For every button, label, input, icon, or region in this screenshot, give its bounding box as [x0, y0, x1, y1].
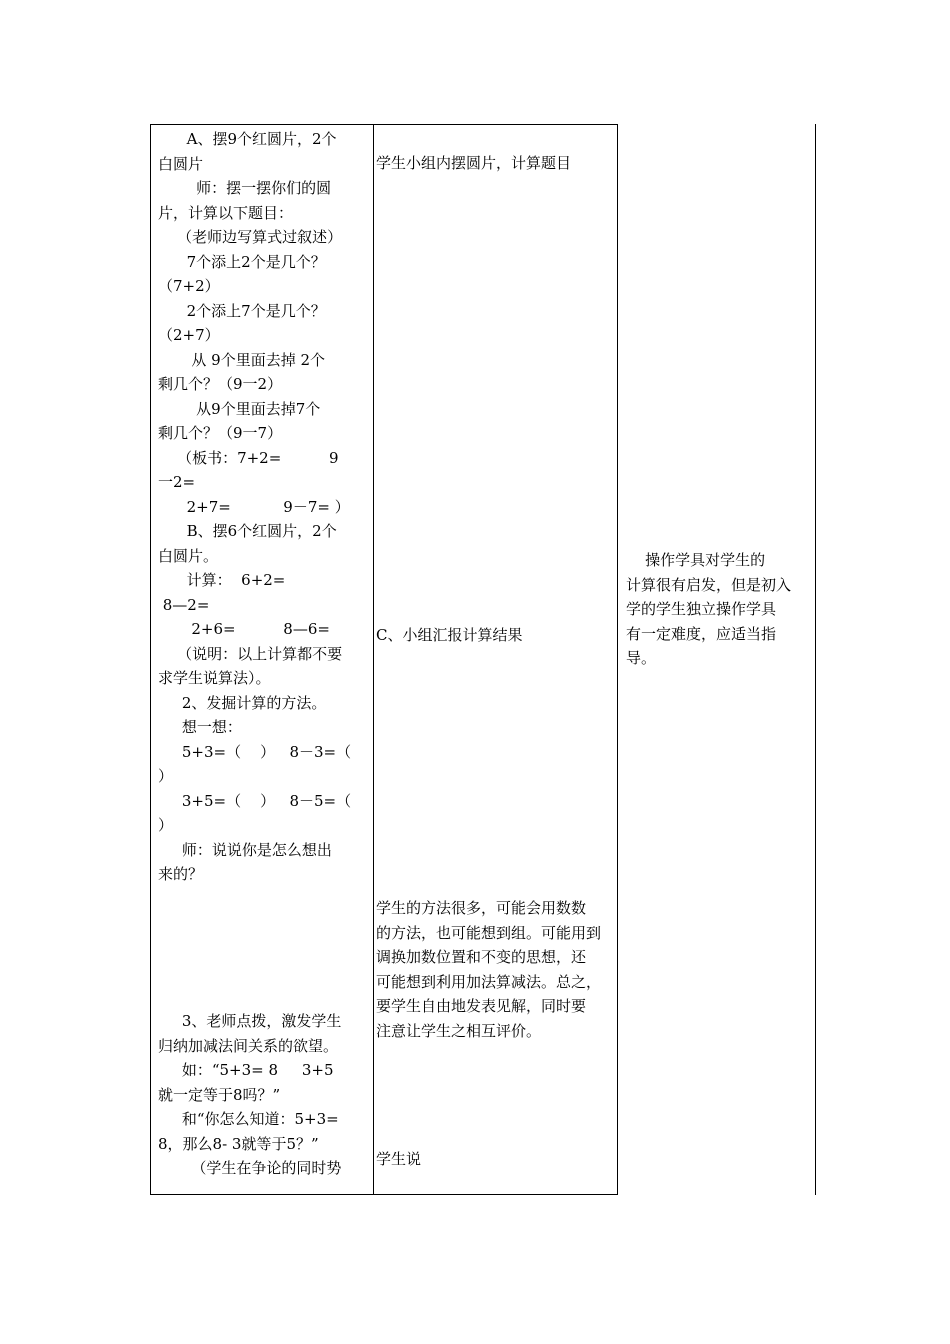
- teacher-activity-column: [158, 127, 370, 1181]
- text-line: [158, 936, 370, 961]
- text-line: 计算很有启发，但是初入: [626, 575, 792, 594]
- text-line: 7个添上2个是几个？: [158, 252, 326, 271]
- text-line: 如：“5+3= 8 3+5: [158, 1061, 334, 1079]
- text-line: 注意让学生之相互评价。: [376, 1021, 542, 1040]
- text-line: 师：说说你是怎么想出: [158, 840, 332, 859]
- text-line: 2个添上7个是几个？: [158, 301, 326, 320]
- column-divider: [373, 124, 374, 1195]
- student-activity-block-3: [376, 896, 616, 1043]
- right-border: [815, 124, 816, 1195]
- text-line: 白圆片: [158, 154, 204, 173]
- text-line: 白圆片。: [158, 546, 219, 565]
- text-line: 从9个里面去掉7个: [158, 399, 321, 418]
- text-line: （老师边写算式过叙述）: [158, 228, 343, 246]
- text-line: 计算： 6+2=: [158, 571, 286, 589]
- student-activity-block-4: [376, 1147, 616, 1172]
- text-line: 操作学具对学生的: [626, 551, 766, 569]
- text-line: （学生在争论的同时势: [158, 1159, 342, 1177]
- text-line: 3+5=（ ） 8－5=（: [158, 791, 352, 810]
- text-line: [158, 887, 370, 912]
- text-line: 一2=: [158, 473, 196, 491]
- text-line: 就一定等于8吗？”: [158, 1085, 281, 1104]
- text-line: 5+3=（ ） 8－3=（: [158, 742, 352, 761]
- text-line: 2、发掘计算的方法。: [158, 693, 327, 712]
- text-line: 的方法，也可能想到组。可能用到: [376, 923, 602, 942]
- text-line: C、小组汇报计算结果: [376, 626, 523, 644]
- text-line: 学生的方法很多，可能会用数数: [376, 899, 587, 917]
- text-line: （2+7）: [158, 326, 220, 344]
- text-line: ）: [158, 816, 174, 834]
- text-line: 来的？: [158, 865, 204, 883]
- text-line: 可能想到利用加法算减法。总之，: [376, 972, 602, 991]
- text-line: ）: [158, 767, 174, 785]
- text-line: 2+7= 9－7= ）: [158, 497, 350, 516]
- text-line: 学生说: [376, 1150, 422, 1168]
- text-line: （板书：7+2= 9: [158, 448, 339, 467]
- text-line: 求学生说算法）。: [158, 669, 271, 687]
- text-line: 剩几个？（9一2）: [158, 375, 283, 393]
- student-activity-block-1: [376, 151, 616, 176]
- text-line: 8，那么8- 3就等于5？”: [158, 1134, 319, 1153]
- design-notes-column: [626, 548, 812, 671]
- text-line: 2+6= 8—6=: [158, 620, 330, 638]
- text-line: [158, 985, 370, 1010]
- text-line: 学的学生独立操作学具: [626, 600, 777, 618]
- text-line: 8—2=: [158, 595, 210, 614]
- text-line: A、摆9个红圆片，2个: [158, 130, 337, 148]
- text-line: 想一想：: [158, 718, 242, 736]
- text-line: （说明：以上计算都不要: [158, 644, 343, 663]
- text-line: 要学生自由地发表见解，同时要: [376, 997, 587, 1015]
- text-line: 归纳加减法间关系的欲望。: [158, 1036, 339, 1055]
- text-line: 导。: [626, 649, 657, 667]
- text-line: 调换加数位置和不变的思想，还: [376, 948, 587, 966]
- text-line: 片，计算以下题目：: [158, 203, 294, 222]
- text-line: 剩几个？（9一7）: [158, 424, 283, 442]
- text-line: [158, 911, 370, 936]
- text-line: 学生小组内摆圆片，计算题目: [376, 154, 572, 172]
- text-line: 师：摆一摆你们的圆: [158, 179, 332, 197]
- text-line: 和“你怎么知道：5+3=: [158, 1110, 339, 1128]
- student-activity-block-2: [376, 623, 616, 648]
- text-line: 有一定难度，应适当指: [626, 624, 777, 643]
- text-line: [158, 960, 370, 985]
- text-line: 3、老师点拨，激发学生: [158, 1012, 342, 1030]
- text-line: 从 9个里面去掉 2个: [158, 350, 326, 369]
- text-line: B、摆6个红圆片，2个: [158, 522, 337, 540]
- text-line: （7+2）: [158, 277, 220, 295]
